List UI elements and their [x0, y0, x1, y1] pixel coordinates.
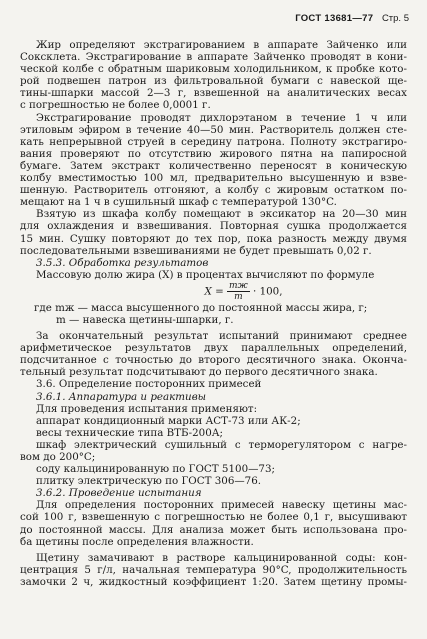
section-heading: 3.5.3. Обработка результатов — [36, 256, 209, 269]
text-line: тины-шпарки массой 2—3 г, взвешенной на аналитических весах — [20, 87, 407, 100]
text-line: 15 мин. Сушку повторяют до тех пор, пока разность между двумя — [20, 232, 407, 245]
page-header — [295, 13, 409, 24]
formula-fraction — [227, 281, 250, 302]
text-line: вания проверяют по отсутствию жирового пятна на папиросной — [20, 147, 407, 160]
section-heading: 3.6.2. Проведение испытания — [36, 487, 202, 500]
formula-denominator: m — [234, 291, 243, 302]
text-line: кать непрерывной струей в середину патрона. Полноту экстрагиро- — [20, 135, 407, 148]
text-line: подсчитанное с точностью до второго десятичного знака. Оконча- — [20, 354, 407, 367]
text-line: вом до 200°C; — [20, 451, 96, 463]
list-item: соду кальцинированную по ГОСТ 5100—73; — [36, 463, 276, 476]
standard-number: ГОСТ 13681—77 — [295, 13, 374, 24]
text-line: Взятую из шкафа колбу помещают в эксикатор на 20—30 мин — [36, 208, 407, 221]
text-line: За окончательный результат испытаний принимают среднее — [36, 330, 407, 343]
text-line: тельный результат подсчитывают до первого десятичного знака. — [20, 366, 378, 379]
formula-numerator: mж — [228, 280, 248, 291]
text-line: с погрешностью не более 0,0001 г. — [20, 99, 211, 112]
text-line: замочки 2 ч, жидкостный коэффициент 1:20. Затем щетину промы- — [20, 575, 407, 588]
formula-rhs: · 100, — [253, 285, 283, 298]
text-line: последовательными взвешиваниями не будет превышать 0,02 г. — [20, 244, 372, 257]
text-line: m — навеска щетины-шпарки, г. — [56, 313, 234, 326]
section-heading: 3.6. Определение посторонних примесей — [36, 378, 262, 391]
page-number: Стр. 5 — [381, 13, 409, 24]
text-line: Соксклета. Экстрагирование в аппарате Зайченко проводят в кони- — [20, 51, 407, 64]
text-line: Жир определяют экстрагированием в аппарате Зайченко или — [36, 39, 407, 51]
section-heading: 3.6.1. Аппаратура и реактивы — [36, 390, 207, 403]
text-line: рой подвешен патрон из фильтровальной бумаги с навеской ще- — [20, 75, 407, 88]
list-item: плитку электрическую по ГОСТ 306—76. — [36, 475, 262, 488]
text-line: ческой колбе с обратным шариковым холодильником, к пробке кото- — [20, 63, 407, 76]
text-line: Для определения посторонних примесей навеску щетины мас- — [36, 499, 407, 512]
text-line: Щетину замачивают в растворе кальцинированной соды: кон- — [36, 551, 407, 564]
text-line: центрация 5 г/л, начальная температура 90°C, продолжительность — [20, 563, 407, 576]
text-line: шенную. Растворитель отгоняют, а колбу с жировым остатком по- — [20, 184, 407, 197]
text-line: для охлаждения и взвешивания. Повторная сушка продолжается — [20, 220, 407, 233]
text-line: бумаге. Затем экстракт количественно переносят в коническую — [20, 159, 407, 172]
text-line: этиловым эфиром в течение 40—50 мин. Растворитель должен сте- — [20, 123, 407, 136]
formula-lhs: X = — [204, 285, 224, 298]
formula — [20, 281, 407, 302]
text-line: мещают на 1 ч в сушильный шкаф с температурой 130°C. — [20, 196, 337, 209]
text-line: Для проведения испытания применяют: — [36, 402, 258, 415]
document-body — [20, 39, 407, 588]
text-line: Экстрагирование проводят дихлорэтаном в течение 1 ч или — [36, 111, 407, 124]
text-line: сой 100 г, взвешенную с погрешностью не более 0,1 г, высушивают — [20, 511, 407, 524]
list-item: аппарат кондиционный марки АСТ-73 или АК-2; — [36, 414, 301, 427]
text-line: до постоянной массы. Для анализа может быть использована про- — [20, 523, 407, 536]
text-line: Массовую долю жира (X) в процентах вычисляют по формуле — [36, 268, 375, 281]
text-line: арифметическое результатов двух параллельных определений, — [20, 342, 407, 355]
text-line: ба щетины после определения влажности. — [20, 535, 254, 548]
list-item: весы технические типа ВТБ-200А; — [36, 426, 224, 439]
text-line: где mж — масса высушенного до постоянной массы жира, г; — [34, 301, 368, 314]
text-line: колбу вместимостью 100 мл, предварительно высушенную и взве- — [20, 172, 407, 185]
list-item: шкаф электрический сушильный с терморегулятором с нагре- — [36, 438, 407, 451]
